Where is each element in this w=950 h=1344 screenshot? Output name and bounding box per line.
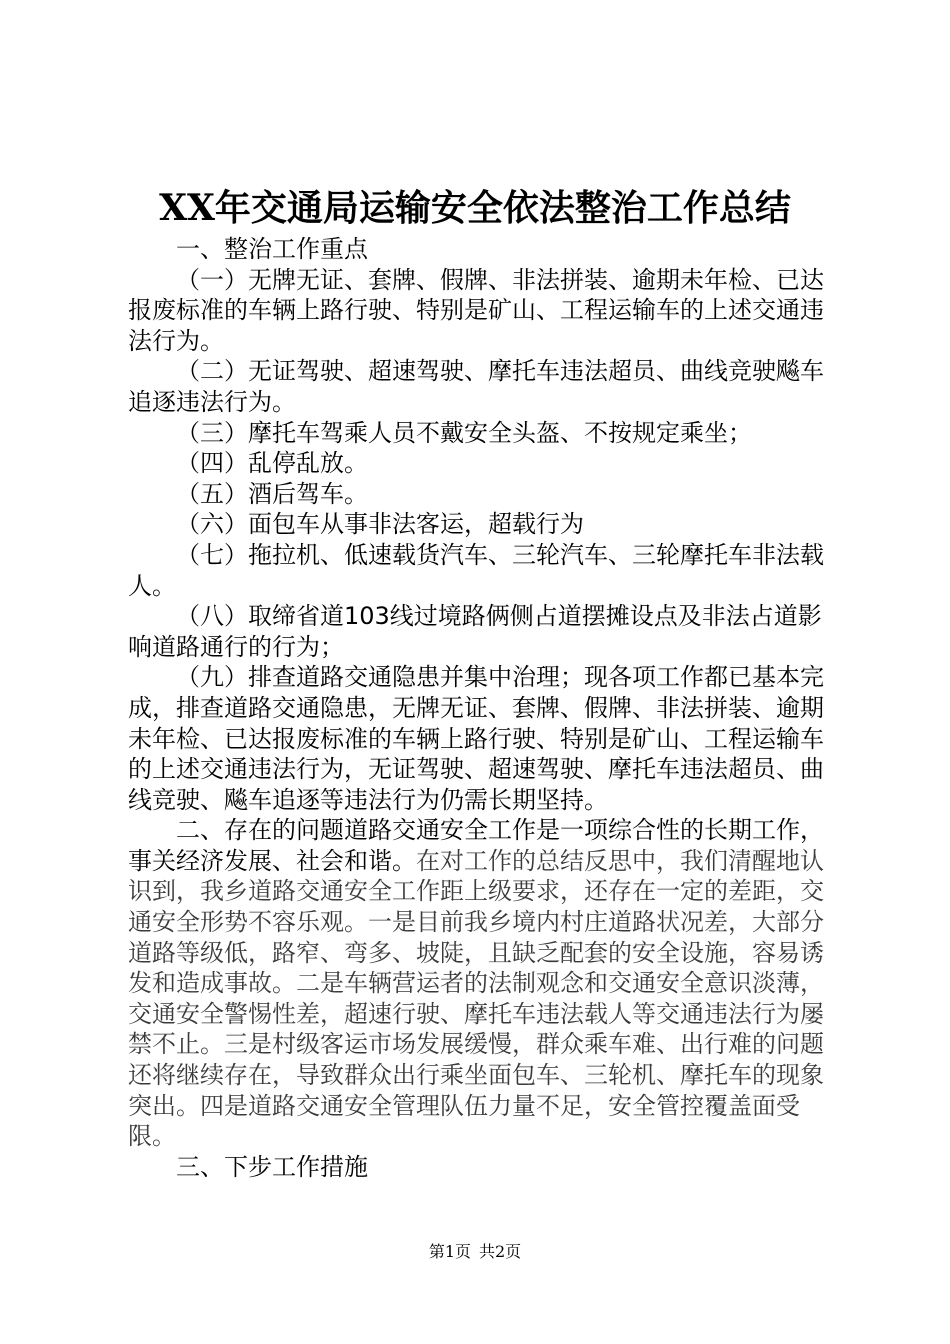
list-item: （九）排查道路交通隐患并集中治理；现各项工作都已基本完成，排查道路交通隐患，无牌无证、套牌、假牌、非法拼装、逾期未年检、已达报废标准的车辆上路行驶、特别是矿山、工程运输车的上述交通违法行为，无证驾驶、超速驾驶、摩托车违法超员、曲线竞驶、飚车追逐等违法行为仍需长期坚持。 <box>128 663 824 814</box>
list-item: （五）酒后驾车。 <box>176 479 368 508</box>
list-item: （二）无证驾驶、超速驾驶、摩托车违法超员、曲线竞驶飚车追逐违法行为。 <box>128 357 824 416</box>
page-number: 第1页 <box>428 1242 471 1261</box>
document-title: XX年交通局运输安全依法整治工作总结 <box>159 187 791 229</box>
list-item: （三）摩托车驾乘人员不戴安全头盔、不按规定乘坐； <box>176 418 752 447</box>
list-item: （四）乱停乱放。 <box>176 449 368 478</box>
section-2-body: 在对工作的总结反思中，我们清醒地认识到，我乡道路交通安全工作距上级要求，还存在一定的差距，交通安全形势不容乐观。一是目前我乡境内村庄道路状况差，大部分道路等级低，路窄、弯多、坡陡，且缺乏配套的安全设施，容易诱发和造成事故。二是车辆营运者的法制观念和交通安全意识淡薄，交通安全警惕性差，超速行驶、摩托车违法载人等交通违法行为屡禁不止。三是村级客运市场发展缓慢，群众乘车难、出行难的问题还将继续存在，导致群众出行乘坐面包车、三轮机、摩托车的现象突出。四是道路交通安全管理队伍力量不足，安全管控覆盖面受限。 <box>128 846 824 1151</box>
section-2-paragraph <box>128 815 828 1152</box>
list-item: （一）无牌无证、套牌、假牌、非法拼装、逾期未年检、已达报废标准的车辆上路行驶、特别是矿山、工程运输车的上述交通违法行为。 <box>128 265 824 355</box>
section-heading-1: 一、整治工作重点 <box>176 235 368 263</box>
section-2-lead: 二、存在的问题道路交通安全工作是一项综合性的长期工作，事关经济发展、社会和谐。 <box>128 816 824 875</box>
document-body <box>128 234 828 1182</box>
list-item: （七）拖拉机、低速载货汽车、三轮汽车、三轮摩托车非法载人。 <box>128 540 824 600</box>
list-item: （六）面包车从事非法客运，超载行为 <box>176 510 584 539</box>
page-footer <box>0 1241 950 1263</box>
list-item: （八）取缔省道103线过境路俩侧占道摆摊设点及非法占道影响道路通行的行为； <box>128 602 822 661</box>
section-heading-3: 三、下步工作措施 <box>176 1152 368 1181</box>
page-total: 共2页 <box>479 1242 522 1261</box>
